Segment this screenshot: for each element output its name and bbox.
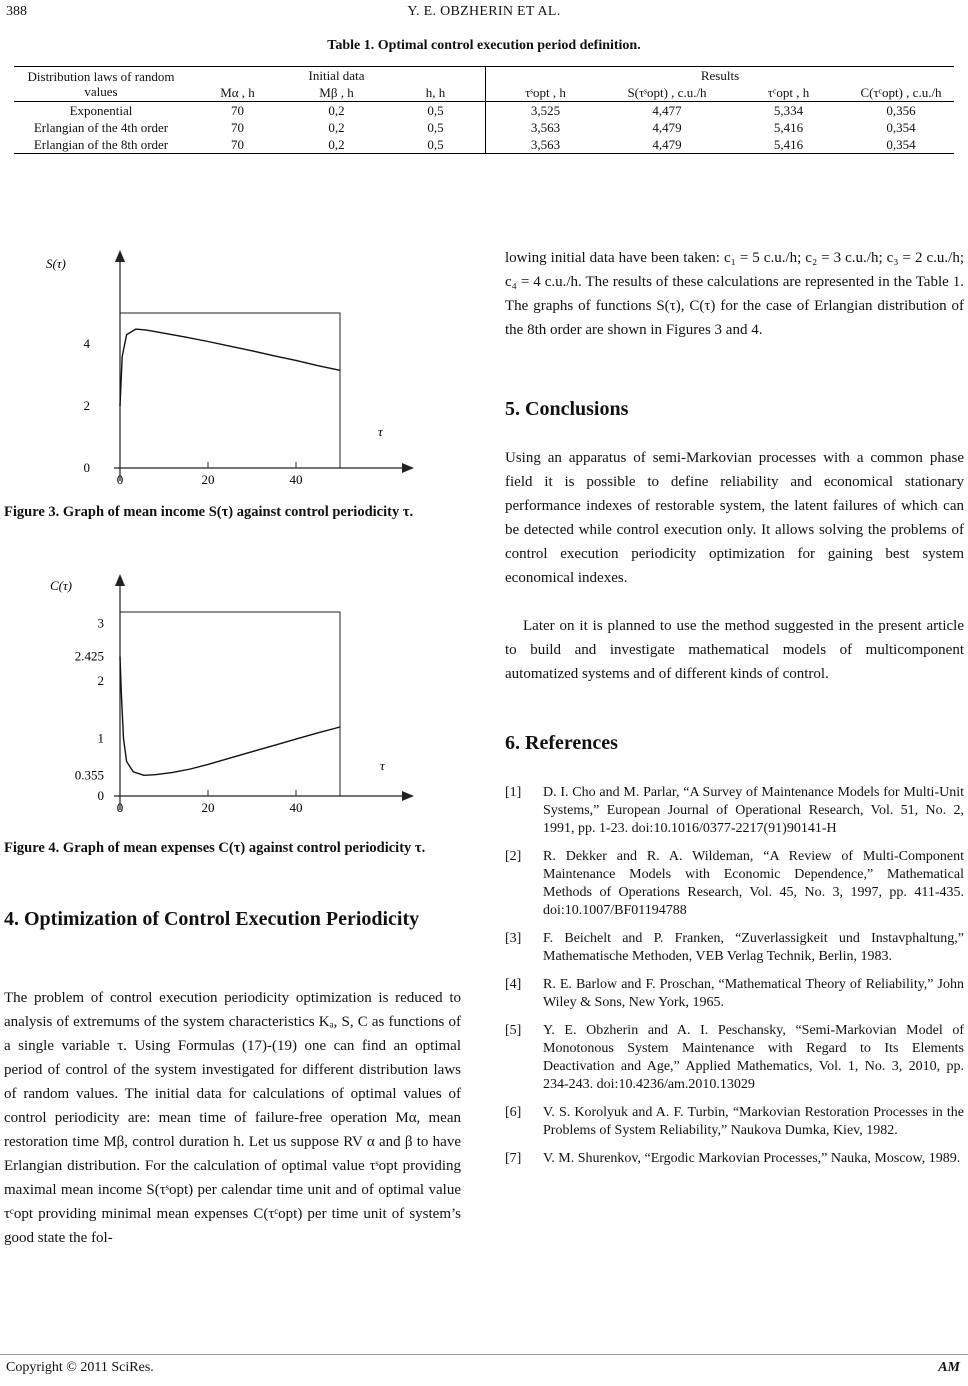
reference-text: Y. E. Obzherin and A. I. Peschansky, “Semi-Markovian Model of Monotonous System Maintenance with Regard to Its Elements Deactivation and Age,” Applied Mathematics, Vol. 1, No. 3, 2010, pp. 234-243. doi:10.4236/am.2010.13029	[543, 1023, 964, 1092]
cell-ma: 70	[231, 120, 244, 135]
col-tau-s: τˢopt , h	[525, 85, 566, 100]
x-axis-arrow	[402, 791, 414, 801]
reference-text: V. M. Shurenkov, “Ergodic Markovian Processes,” Nauka, Moscow, 1989.	[543, 1151, 961, 1166]
cell-dist: Exponential	[14, 102, 188, 120]
col-s: S(τˢopt) , c.u./h	[627, 85, 707, 100]
figure3-chart	[14, 246, 454, 496]
x-tick-label: 0	[116, 472, 124, 487]
conclusions-paragraph-2: Later on it is planned to use the method suggested in the present article to build and investigate mathematical models of multicomponent automatized systems and of different kinds of control.	[505, 618, 964, 682]
reference-text: R. E. Barlow and F. Proschan, “Mathematical Theory of Reliability,” John Wiley & Sons, New York, 1965.	[543, 977, 964, 1010]
cell-s: 4,479	[652, 120, 682, 135]
reference-item	[505, 1150, 964, 1168]
reference-number: [6]	[505, 1105, 522, 1120]
table-row	[14, 136, 954, 154]
table-title: Table 1. Optimal control execution period definition.	[327, 38, 641, 53]
references-heading: 6. References	[505, 732, 618, 754]
cell-mb: 0,2	[287, 136, 386, 154]
footer-journal: AM	[938, 1360, 960, 1375]
reference-number: [3]	[505, 931, 522, 946]
reference-text: V. S. Korolyuk and A. F. Turbin, “Markovian Restoration Processes in the Problems of System Reliability,” Naukova Dumka, Kiev, 1982.	[543, 1105, 964, 1138]
group-initial-data: Initial data	[188, 67, 486, 85]
cell-s: 4,479	[605, 136, 729, 154]
reference-item	[505, 848, 964, 920]
reference-text: D. I. Cho and M. Parlar, “A Survey of Maintenance Models for Multi-Unit Systems,” European Journal of Operational Research, Vol. 51, No. 2, 1991, pp. 1-23. doi:10.1016/0377-2217(91)90141-H	[543, 785, 964, 836]
x-tick-label: 40	[289, 472, 303, 487]
results-paragraph: lowing initial data have been taken: c₁ = 5 c.u./h; c₂ = 3 c.u./h; c₃ = 2 c.u./h; c₄ = 4 c.u./h. The results of these calculations are represented in the Table 1. The graphs of functions S(τ), C(τ) for the case of Erlangian distribution of the 8th order are shown in Figures 3 and 4.	[505, 250, 964, 338]
section4-paragraph: The problem of control execution periodicity optimization is reduced to analysis of extremums of the system characteristics Kₐ, S, C as functions of a single variable τ. Using Formulas (17)-(19) one can find an optimal period of control of the system investigated for different distribution laws of random values. The initial data for calculations of optimal values of control periodicity are: mean time of failure-free operation Mα, mean restoration time Mβ, control duration h. Let us suppose RV α and β to have Erlangian distribution. For the calculation of optimal value τˢopt providing maximal mean income S(τˢopt) per calendar time unit and of optimal value τᶜopt providing minimal mean expenses C(τᶜopt) per time unit of system’s good state the fol-	[4, 990, 461, 1246]
reference-item	[505, 784, 964, 838]
plot-frame	[120, 612, 340, 796]
footer-copyright: Copyright © 2011 SciRes.	[6, 1360, 154, 1375]
conclusions-heading: 5. Conclusions	[505, 398, 629, 420]
x-axis-arrow	[402, 463, 414, 473]
results-table	[14, 66, 954, 154]
figure3-caption: Figure 3. Graph of mean income S(τ) against control periodicity τ.	[4, 504, 414, 520]
reference-number: [2]	[505, 849, 522, 864]
figure4-caption: Figure 4. Graph of mean expenses C(τ) against control periodicity τ.	[4, 840, 426, 856]
reference-number: [4]	[505, 977, 522, 992]
cell-c: 0,356	[848, 102, 954, 120]
cell-c: 0,354	[886, 120, 916, 135]
reference-item	[505, 976, 964, 1012]
cell-s: 4,477	[605, 102, 729, 120]
col-c: C(τᶜopt) , c.u./h	[860, 85, 942, 100]
col-m-alpha: Mα , h	[220, 85, 255, 100]
y-axis-arrow	[115, 250, 125, 262]
cell-tc: 5,416	[773, 120, 804, 135]
cell-mb: 0,2	[287, 102, 386, 120]
cell-ts: 3,563	[530, 120, 561, 135]
x-tick-label: 20	[201, 800, 215, 815]
y-tick-label: 2	[83, 398, 90, 413]
reference-item	[505, 1104, 964, 1140]
cell-ts: 3,563	[486, 136, 606, 154]
y-axis-label: S(τ)	[46, 256, 66, 271]
cell-h: 0,5	[386, 119, 486, 136]
table-row	[14, 102, 954, 120]
col-h: h, h	[386, 84, 486, 102]
y-tick-label: 4	[83, 336, 90, 351]
col-tau-c: τᶜopt , h	[767, 85, 810, 100]
running-title: Y. E. OBZHERIN ET AL.	[407, 4, 561, 19]
reference-text: F. Beichelt and P. Franken, “Zuverlassigkeit und Instavphaltung,” Mathematische Methoden, VEB Verlag Technik, Berlin, 1983.	[543, 931, 964, 964]
footer-rule	[0, 1354, 968, 1355]
page-number: 388	[6, 4, 27, 19]
y-axis-arrow	[115, 574, 125, 586]
reference-number: [5]	[505, 1023, 522, 1038]
reference-text: R. Dekker and R. A. Wildeman, “A Review of Multi-Component Maintenance Models with Economic Dependence,” Mathematical Methods of Operations Research, Vol. 45, No. 3, 1997, pp. 411-435. doi:10.1007/BF01194788	[543, 849, 964, 918]
y-tick-label: 0.355	[74, 767, 104, 783]
cell-dist: Erlangian of the 8th order	[14, 136, 188, 154]
cell-ma: 70	[188, 136, 287, 154]
x-axis-label: τ	[378, 424, 383, 439]
group-results: Results	[486, 67, 955, 85]
reference-number: [1]	[505, 785, 522, 800]
y-tick-label: 2.425	[74, 648, 104, 664]
reference-item	[505, 930, 964, 966]
y-axis-label: C(τ)	[50, 578, 72, 593]
cell-mb: 0,2	[328, 120, 345, 135]
series-line	[120, 657, 340, 776]
cell-h: 0,5	[386, 136, 486, 154]
plot-frame	[120, 313, 340, 468]
x-axis-label: τ	[380, 758, 385, 773]
col-m-beta: Mβ , h	[319, 85, 354, 100]
series-line	[120, 329, 340, 406]
y-tick-label: 0	[83, 460, 90, 475]
cell-ts: 3,525	[486, 102, 606, 120]
col-distribution: Distribution laws of random values	[14, 67, 188, 102]
x-tick-label: 0	[116, 800, 124, 815]
x-tick-label: 20	[201, 472, 215, 487]
table-row	[14, 119, 954, 136]
cell-h: 0,5	[386, 102, 486, 120]
conclusions-paragraph-1: Using an apparatus of semi-Markovian processes with a common phase field it is possible to define reliability and economical stationary performance indexes of restorable system, the latent failures of which can be detected while control execution only. It allows solving the problems of control execution periodicity optimization for gaining best system economical indexes.	[505, 450, 964, 586]
section4-heading: 4. Optimization of Control Execution Periodicity	[4, 908, 420, 930]
y-tick-label: 0	[97, 788, 104, 803]
y-tick-label: 1	[97, 730, 104, 746]
y-tick-label: 3	[97, 615, 104, 631]
y-tick-label: 2	[97, 673, 104, 688]
reference-list	[505, 784, 964, 1178]
reference-item	[505, 1022, 964, 1094]
figure4-chart	[14, 570, 454, 828]
cell-c: 0,354	[848, 136, 954, 154]
cell-dist: Erlangian of the 4th order	[33, 120, 169, 135]
cell-tc: 5,334	[729, 102, 848, 120]
cell-tc: 5,416	[729, 136, 848, 154]
x-tick-label: 40	[289, 800, 303, 815]
cell-ma: 70	[188, 102, 287, 120]
reference-number: [7]	[505, 1151, 522, 1166]
